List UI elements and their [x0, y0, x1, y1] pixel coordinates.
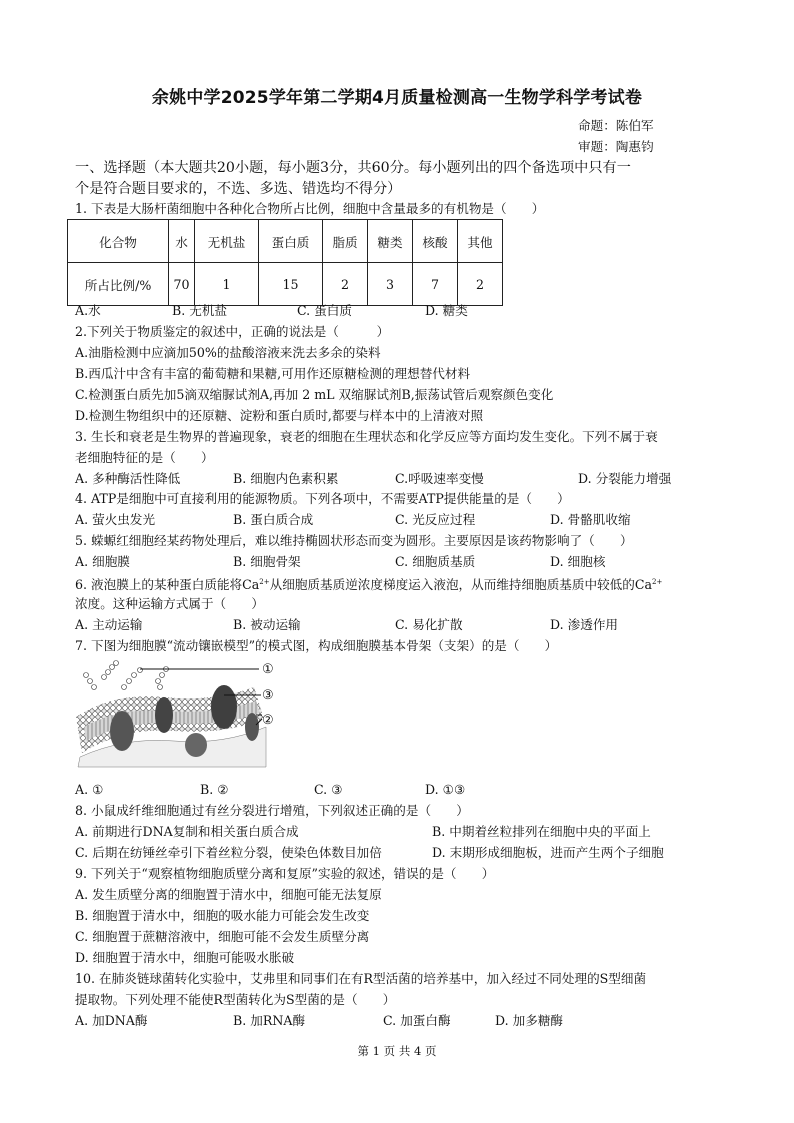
q10-stem-line1: 10. 在肺炎链球菌转化实验中，艾弗里和同事们在有R型活菌的培养基中，加入经过不同处理的S型细菌	[75, 971, 647, 986]
table-cell: 70	[169, 263, 195, 306]
superscript-charge: 2+	[652, 578, 663, 586]
q5-option-b: B. 细胞骨架	[233, 554, 301, 569]
reviewer-line: 审题：陶惠钧	[578, 139, 654, 154]
q8-option-d: D. 末期形成细胞板，进而产生两个子细胞	[432, 845, 664, 860]
q1-option-c: C. 蛋白质	[297, 303, 352, 318]
page-footer: 第 1 页 共 4 页	[357, 1044, 437, 1058]
q7-option-a: A. ①	[75, 782, 104, 797]
q7-option-d: D. ①③	[425, 782, 466, 797]
q6-option-b: B. 被动运输	[233, 617, 301, 632]
table-cell: 2	[323, 263, 368, 306]
q6-option-d: D. 渗透作用	[550, 617, 619, 632]
diagram-label-3: ③	[262, 688, 274, 703]
table-cell: 1	[195, 263, 259, 306]
q2-stem: 2.下列关于物质鉴定的叙述中，正确的说法是（ ）	[75, 324, 390, 339]
q1-table	[67, 219, 503, 306]
table-cell: 糖类	[368, 220, 413, 263]
q4-option-c: C. 光反应过程	[395, 512, 476, 527]
q6-option-a: A. 主动运输	[75, 617, 143, 632]
q10-option-a: A. 加DNA酶	[75, 1013, 148, 1028]
table-header-row	[68, 220, 503, 263]
q8-option-a: A. 前期进行DNA复制和相关蛋白质合成	[75, 824, 299, 839]
page-title: 余姚中学2025学年第二学期4月质量检测高一生物学科学考试卷	[151, 88, 643, 108]
q7-stem: 7. 下图为细胞膜“流动镶嵌模型”的模式图，构成细胞膜基本骨架（支架）的是（ ）	[75, 638, 558, 653]
q8-option-b: B. 中期着丝粒排列在细胞中央的平面上	[432, 824, 651, 839]
q10-stem-line2: 提取物。下列处理不能使R型菌转化为S型菌的是（ ）	[75, 992, 396, 1007]
q5-option-a: A. 细胞膜	[75, 554, 130, 569]
table-cell: 所占比例/%	[68, 263, 169, 306]
q4-stem: 4. ATP是细胞中可直接利用的能源物质。下列各项中，不需要ATP提供能量的是（ ）	[75, 491, 570, 506]
q4-option-a: A. 萤火虫发光	[75, 512, 156, 527]
superscript-charge: 2+	[259, 578, 270, 586]
lipid-bilayer	[76, 687, 266, 767]
q9-option-a: A. 发生质壁分离的细胞置于清水中，细胞可能无法复原	[75, 887, 382, 902]
q3-option-d: D. 分裂能力增强	[578, 471, 672, 486]
q4-option-d: D. 骨骼肌收缩	[550, 512, 631, 527]
q1-option-a: A.水	[75, 303, 101, 318]
q1-stem: 1. 下表是大肠杆菌细胞中各种化合物所占比例，细胞中含量最多的有机物是（ ）	[75, 201, 545, 216]
table-cell: 15	[259, 263, 323, 306]
q7-option-b: B. ②	[200, 782, 229, 797]
glycocalyx-chains	[84, 661, 169, 690]
table-cell: 无机盐	[195, 220, 259, 263]
table-cell: 脂质	[323, 220, 368, 263]
q2-option-b: B.西瓜汁中含有丰富的葡萄糖和果糖,可用作还原糖检测的理想替代材料	[75, 366, 471, 381]
q7-option-c: C. ③	[314, 782, 343, 797]
section-heading-line2: 个是符合题目要求的，不选、多选、错选均不得分）	[75, 181, 402, 197]
q6-stem-part1: 6. 液泡膜上的某种蛋白质能将Ca	[75, 577, 260, 593]
q4-option-b: B. 蛋白质合成	[233, 512, 314, 527]
author-line: 命题：陈伯军	[578, 118, 654, 133]
table-cell: 水	[169, 220, 195, 263]
diagram-label-2: ②	[262, 713, 274, 728]
q2-option-d: D.检测生物组织中的还原糖、淀粉和蛋白质时,都要与样本中的上清液对照	[75, 408, 484, 423]
q9-option-c: C. 细胞置于蔗糖溶液中，细胞可能不会发生质壁分离	[75, 929, 370, 944]
q10-option-b: B. 加RNA酶	[233, 1013, 306, 1028]
q5-option-d: D. 细胞核	[550, 554, 606, 569]
q9-option-d: D. 细胞置于清水中，细胞可能吸水胀破	[75, 950, 295, 965]
table-cell: 其他	[458, 220, 503, 263]
q6-stem-line2: 浓度。这种运输方式属于（ ）	[75, 596, 264, 611]
diagram-label-1: ①	[262, 662, 274, 677]
q10-option-d: D. 加多糖酶	[495, 1013, 564, 1028]
q9-option-b: B. 细胞置于清水中，细胞的吸水能力可能会发生改变	[75, 908, 370, 923]
table-cell: 3	[368, 263, 413, 306]
q3-stem-line1: 3. 生长和衰老是生物界的普遍现象，衰老的细胞在生理状态和化学反应等方面均发生变化。下列不属于衰	[75, 429, 658, 444]
cell-membrane-diagram	[74, 657, 284, 775]
q8-option-c: C. 后期在纺锤丝牵引下着丝粒分裂，使染色体数目加倍	[75, 845, 382, 860]
q6-option-c: C. 易化扩散	[395, 617, 463, 632]
q3-option-a: A. 多种酶活性降低	[75, 471, 181, 486]
table-cell: 化合物	[68, 220, 169, 263]
q6-stem-line1	[75, 572, 662, 595]
table-cell: 核酸	[413, 220, 458, 263]
q3-stem-line2: 老细胞特征的是（ ）	[75, 450, 214, 465]
q5-stem: 5. 蝾螈红细胞经某药物处理后，难以维持椭圆状形态而变为圆形。主要原因是该药物影响了（ ）	[75, 533, 633, 548]
q9-stem: 9. 下列关于“观察植物细胞质壁分离和复原”实验的叙述，错误的是（ ）	[75, 866, 495, 881]
q1-option-d: D. 糖类	[425, 303, 468, 318]
table-cell: 2	[458, 263, 503, 306]
table-cell: 7	[413, 263, 458, 306]
q2-option-c: C.检测蛋白质先加5滴双缩脲试剂A,再加 2 mL 双缩脲试剂B,振荡试管后观察颜色变化	[75, 387, 554, 402]
q5-option-c: C. 细胞质基质	[395, 554, 476, 569]
q2-option-a: A.油脂检测中应滴加50%的盐酸溶液来洗去多余的染料	[75, 345, 381, 360]
section-heading-line1: 一、选择题（本大题共20小题，每小题3分，共60分。每小题列出的四个备选项中只有一	[75, 160, 631, 176]
table-cell: 蛋白质	[259, 220, 323, 263]
q10-option-c: C. 加蛋白酶	[383, 1013, 451, 1028]
q3-option-c: C.呼吸速率变慢	[395, 471, 484, 486]
q6-stem-part2: 从细胞质基质逆浓度梯度运入液泡，从而维持细胞质基质中较低的Ca	[269, 577, 652, 593]
q8-stem: 8. 小鼠成纤维细胞通过有丝分裂进行增殖，下列叙述正确的是（ ）	[75, 803, 469, 818]
q1-option-b: B. 无机盐	[172, 303, 228, 318]
q3-option-b: B. 细胞内色素积累	[233, 471, 339, 486]
